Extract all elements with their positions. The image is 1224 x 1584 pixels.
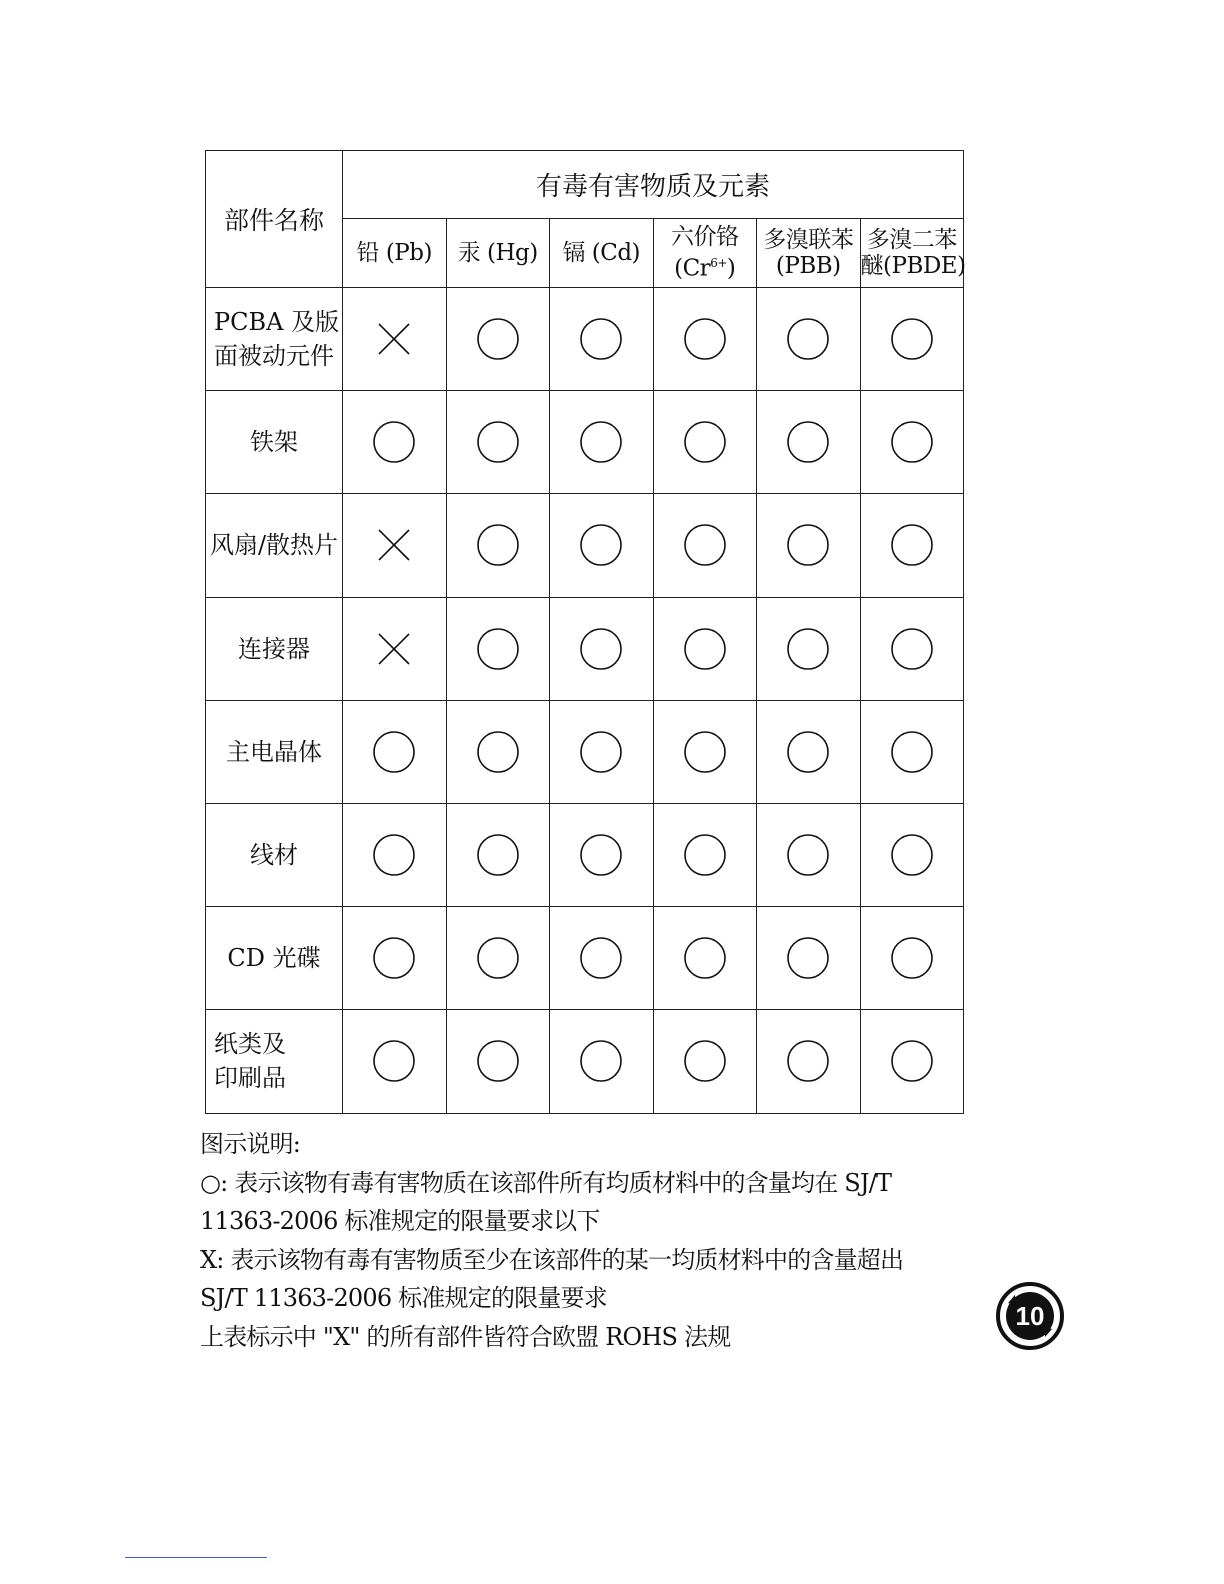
part-name-cell: 线材 [206, 803, 343, 906]
circle-mark-icon [477, 421, 519, 463]
part-name-cell: 连接器 [206, 597, 343, 700]
table-row [206, 391, 964, 494]
substance-cell [550, 391, 654, 494]
note-rohs-compliance: 上表标示中 "X" 的所有部件皆符合欧盟 ROHS 法规 [200, 1322, 731, 1351]
circle-mark-icon [373, 937, 415, 979]
part-name-cell: 纸类及 印刷品 [206, 1010, 343, 1113]
substance-cell [757, 700, 861, 803]
circle-mark-icon [787, 731, 829, 773]
substance-cell [343, 803, 447, 906]
part-name-cell: 铁架 [206, 391, 343, 494]
substance-cell [446, 1010, 550, 1113]
substance-cell [446, 803, 550, 906]
element-header-0 [343, 219, 447, 288]
circle-mark-icon [684, 834, 726, 876]
note-x-meaning-cont: SJ/T 11363-2006 标准规定的限量要求 [200, 1284, 607, 1312]
element-header-name: 汞 (Hg) [457, 240, 538, 266]
notes-title: 图示说明: [200, 1130, 301, 1158]
note-x-meaning: X: 表示该物有毒有害物质至少在该部件的某一均质材料中的含量超出 [200, 1245, 904, 1274]
circle-mark-icon [477, 318, 519, 360]
substance-cell [860, 288, 964, 391]
element-header-symbol: (PBB) [775, 253, 841, 279]
circle-mark-icon [787, 524, 829, 566]
circle-mark-icon [787, 628, 829, 670]
element-header-4 [757, 219, 861, 288]
element-header-name: 六价铬 [671, 224, 739, 251]
table-row [206, 700, 964, 803]
table-row [206, 803, 964, 906]
substance-cell [653, 803, 757, 906]
circle-mark-icon [684, 731, 726, 773]
element-header-2 [550, 219, 654, 288]
substance-cell [860, 1010, 964, 1113]
circle-mark-icon [580, 834, 622, 876]
circle-mark-icon [684, 524, 726, 566]
element-header-name: 镉 (Cd) [562, 240, 641, 266]
circle-mark-icon [477, 1040, 519, 1082]
part-name-cell: 主电晶体 [206, 700, 343, 803]
element-header-1 [446, 219, 550, 288]
cross-mark-icon [373, 524, 415, 566]
substance-cell [550, 597, 654, 700]
substance-cell [343, 391, 447, 494]
substance-cell [653, 907, 757, 1010]
substance-cell [550, 700, 654, 803]
circle-mark-icon [477, 628, 519, 670]
circle-mark-icon [891, 1040, 933, 1082]
substance-cell [343, 1010, 447, 1113]
substance-cell [446, 907, 550, 1010]
table-row [206, 494, 964, 597]
circle-mark-icon [787, 1040, 829, 1082]
substance-cell [653, 288, 757, 391]
substance-cell [446, 597, 550, 700]
circle-mark-icon [891, 524, 933, 566]
table-row [206, 288, 964, 391]
substance-cell [550, 288, 654, 391]
part-name-cell: 风扇/散热片 [206, 494, 343, 597]
substances-group-header: 有毒有害物质及元素 [343, 151, 964, 219]
substance-cell [653, 494, 757, 597]
substance-cell [757, 907, 861, 1010]
circle-mark-icon [477, 524, 519, 566]
substance-cell [757, 494, 861, 597]
substance-cell [757, 288, 861, 391]
circle-mark-icon [684, 1040, 726, 1082]
cross-mark-icon [373, 628, 415, 670]
element-header-symbol: 醚(PBDE) [860, 253, 966, 279]
element-header-name: 多溴联苯 [763, 227, 854, 253]
circle-mark-icon [580, 937, 622, 979]
substance-cell [550, 494, 654, 597]
substance-cell [446, 700, 550, 803]
substance-cell [757, 597, 861, 700]
part-name-cell: CD 光碟 [206, 907, 343, 1010]
table-row [206, 1010, 964, 1113]
logo-label: 10 [1015, 1301, 1045, 1331]
circle-mark-icon [684, 628, 726, 670]
circle-mark-icon [787, 834, 829, 876]
substance-cell [446, 494, 550, 597]
part-name-cell: PCBA 及版 面被动元件 [206, 288, 343, 391]
circle-mark-icon [891, 937, 933, 979]
circle-mark-icon [580, 731, 622, 773]
circle-mark-icon [477, 937, 519, 979]
substance-cell [343, 288, 447, 391]
circle-mark-icon [477, 731, 519, 773]
substance-cell [343, 700, 447, 803]
substance-cell [860, 494, 964, 597]
circle-mark-icon [580, 318, 622, 360]
circle-mark-icon [787, 318, 829, 360]
table-row [206, 907, 964, 1010]
table-body [206, 288, 964, 1114]
note-circle-meaning-cont: 11363-2006 标准规定的限量要求以下 [200, 1207, 600, 1235]
element-header-name: 铅 (Pb) [356, 240, 432, 266]
circle-mark-icon [477, 834, 519, 876]
substance-cell [653, 700, 757, 803]
element-header-5 [860, 219, 964, 288]
substance-cell [343, 597, 447, 700]
circle-mark-icon [373, 834, 415, 876]
legend-notes [200, 1125, 980, 1356]
element-header-3 [653, 219, 757, 288]
substance-cell [860, 803, 964, 906]
substance-cell [653, 1010, 757, 1113]
part-name-header: 部件名称 [206, 151, 343, 288]
circle-mark-icon [787, 421, 829, 463]
substance-cell [860, 700, 964, 803]
footnote-rule [125, 1557, 267, 1558]
circle-mark-icon [684, 421, 726, 463]
circle-mark-icon [580, 1040, 622, 1082]
substance-cell [446, 391, 550, 494]
circle-mark-icon [684, 318, 726, 360]
circle-mark-icon [891, 834, 933, 876]
substance-cell [550, 803, 654, 906]
substance-cell [653, 597, 757, 700]
circle-mark-icon [684, 937, 726, 979]
cross-mark-icon [373, 318, 415, 360]
substance-cell [757, 803, 861, 906]
hazardous-substances-table [205, 150, 964, 1114]
substance-cell [343, 494, 447, 597]
element-header-name: 多溴二苯 [866, 227, 957, 253]
element-header-symbol: $(Cr^{6+})$ [674, 255, 736, 282]
circle-mark-icon [373, 1040, 415, 1082]
circle-mark-icon [891, 421, 933, 463]
circle-mark-icon [580, 524, 622, 566]
substance-cell [860, 907, 964, 1010]
efup-10-recycle-icon [995, 1281, 1065, 1351]
circle-mark-icon [787, 937, 829, 979]
substance-cell [550, 1010, 654, 1113]
substance-cell [757, 1010, 861, 1113]
circle-mark-icon [891, 318, 933, 360]
circle-mark-icon [373, 421, 415, 463]
substance-cell [550, 907, 654, 1010]
substance-cell [653, 391, 757, 494]
circle-mark-icon [580, 421, 622, 463]
substance-cell [446, 288, 550, 391]
circle-mark-icon [891, 731, 933, 773]
substance-cell [860, 597, 964, 700]
circle-mark-icon [580, 628, 622, 670]
circle-mark-icon [891, 628, 933, 670]
substance-cell [860, 391, 964, 494]
substance-cell [757, 391, 861, 494]
circle-mark-icon [373, 731, 415, 773]
substance-cell [343, 907, 447, 1010]
note-circle-meaning: ○: 表示该物有毒有害物质在该部件所有均质材料中的含量均在 SJ/T [200, 1168, 892, 1197]
table-row [206, 597, 964, 700]
